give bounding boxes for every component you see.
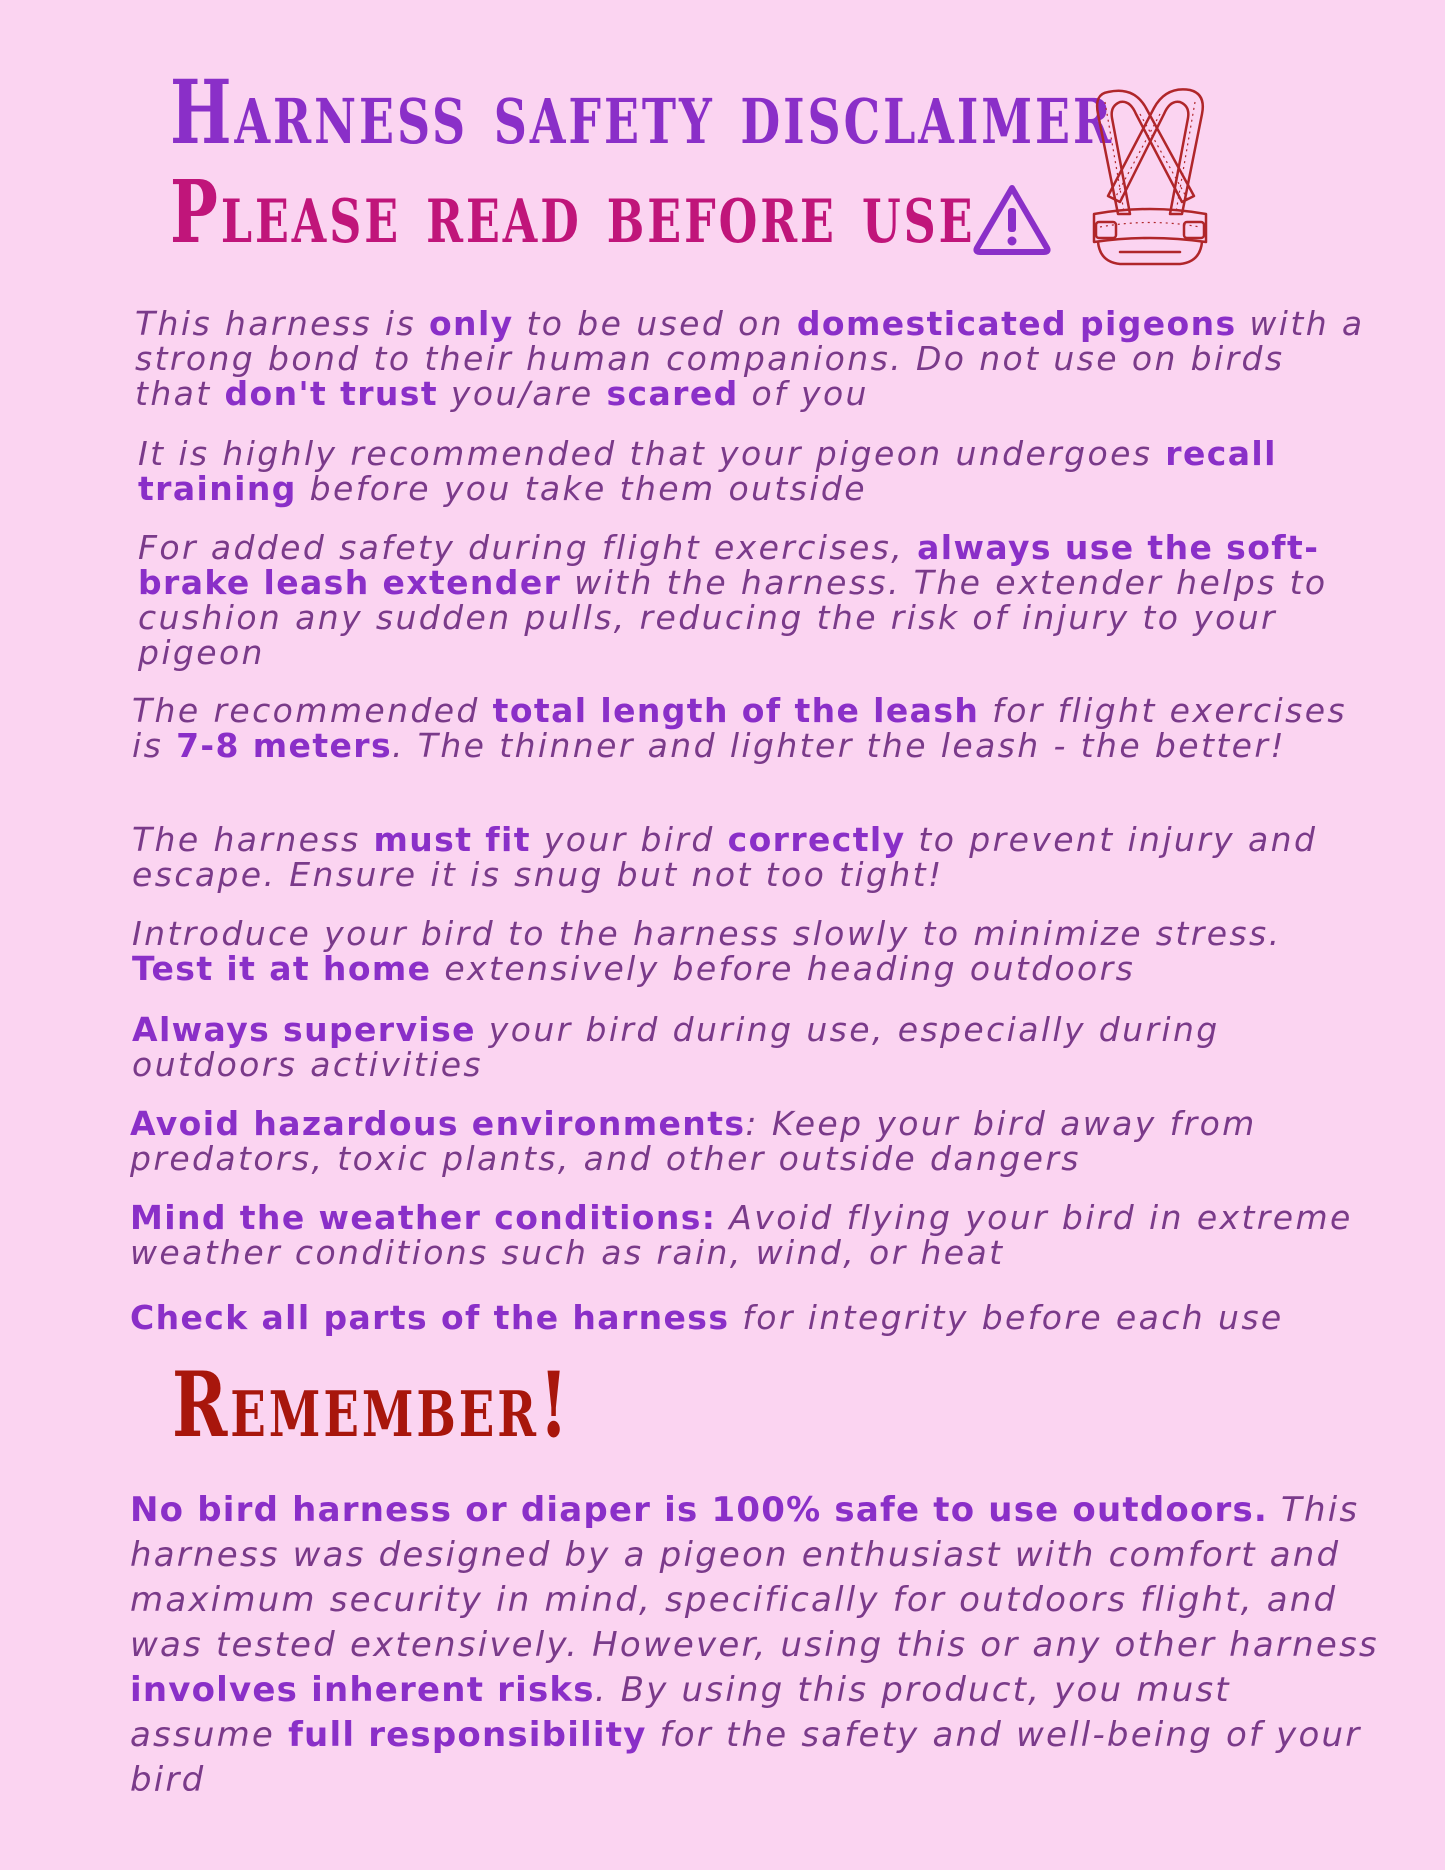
title-line-2: Please read before use [170, 162, 976, 263]
remember-body: No bird harness or diaper is 100% safe to use outdoors. This harness was designed by a pigeon enthusiast with comfort and maximum security in mind, specifically for outdoors flight, and was tested extensively. However, using this or any other harness involves inherent risks. By using this product, you must assume full responsibility for the safety and well-being of your bird [130, 1490, 1379, 1800]
disclaimer-item-leash-extender: For added safety during flight exercises, always use the soft-brake leash extender with the harness. The extender helps to cushion any sudden pulls, reducing the risk of injury to your pigeon [138, 528, 1328, 672]
disclaimer-item-weather: Mind the weather conditions: Avoid flying your bird in extreme weather conditions such as rain, wind, or heat [130, 1198, 1353, 1272]
disclaimer-item-leash-length: The recommended total length of the leash for flight exercises is 7-8 meters. The thinner and lighter the leash - the better! [132, 691, 1347, 765]
disclaimer-item-domesticated: This harness is only to be used on domesticated pigeons with a strong bond to their human companions. Do not use on birds that don't trust you/are scared of you [135, 304, 1365, 413]
disclaimer-item-recall-training: It is highly recommended that your pigeon undergoes recall training before you take them outside [138, 434, 1277, 508]
disclaimer-item-supervise: Always supervise your bird during use, especially during outdoors activities [132, 1010, 1220, 1084]
warning-triangle-icon [972, 182, 1052, 256]
title-line-1: Harness safety disclaimer [170, 60, 1115, 164]
disclaimer-item-introduce: Introduce your bird to the harness slowly to minimize stress. Test it at home extensively before heading outdoors [132, 914, 1282, 988]
disclaimer-item-check-parts: Check all parts of the harness for integrity before each use [130, 1298, 1284, 1337]
disclaimer-item-hazards: Avoid hazardous environments: Keep your bird away from predators, toxic plants, and other outside dangers [130, 1104, 1257, 1178]
harness-illustration-icon [1090, 84, 1210, 268]
disclaimer-item-fit: The harness must fit your bird correctly to prevent injury and escape. Ensure it is snug but not too tight! [132, 820, 1318, 894]
remember-heading: Remember! [172, 1352, 572, 1458]
